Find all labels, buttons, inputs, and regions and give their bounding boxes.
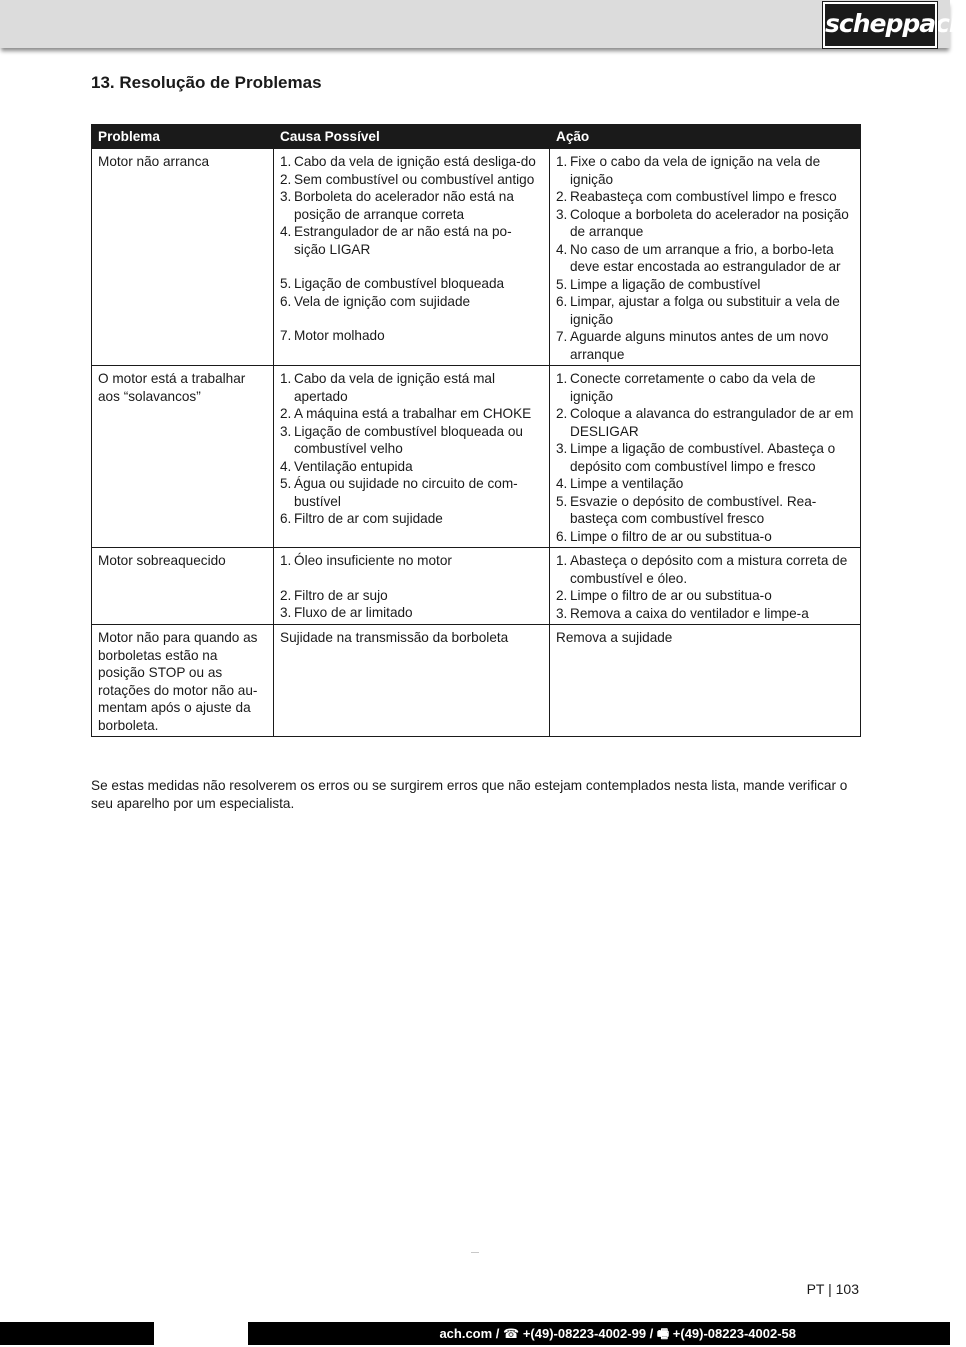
- problem-cell: Motor não para quando as borboletas estão na posição STOP ou as rotações do motor não au-mentam após o ajuste da borboleta.: [92, 625, 274, 737]
- cause-cell: [274, 149, 550, 366]
- list-item: 3. Fluxo de ar limitado: [280, 605, 413, 620]
- list-item: 4. No caso de um arranque a frio, a borbo-leta deve estar encostada ao estrangulador de ar: [556, 241, 841, 274]
- list-item: 2. Filtro de ar sujo: [280, 587, 388, 603]
- list-item: 1. Óleo insuficiente no motor: [280, 553, 452, 568]
- page-number: PT | 103: [806, 1281, 859, 1297]
- table-row: [92, 625, 861, 737]
- action-cell: [550, 548, 861, 625]
- cause-cell: [274, 366, 550, 548]
- footnote-text: Se estas medidas não resolverem os erros ou se surgirem erros que não estejam contemplados nesta lista, mande verificar o seu aparelho por um especialista.: [91, 778, 848, 811]
- section-title: 13. Resolução de Problemas: [91, 73, 322, 92]
- list-item: 4. Ventilação entupida: [280, 458, 413, 474]
- table-header-row: [92, 125, 861, 149]
- list-item: 2. Reabasteça com combustível limpo e fresco: [556, 189, 837, 204]
- list-item: 1. Abasteça o depósito com a mistura correta de combustível e óleo.: [556, 553, 848, 586]
- action-cell: [550, 149, 861, 366]
- list-item: 1. Cabo da vela de ignição está mal apertado: [280, 371, 496, 404]
- list-item: 3. Limpe a ligação de combustível. Abasteça o depósito com combustível limpo e fresco: [556, 441, 836, 474]
- list-item: 6. Filtro de ar com sujidade: [280, 511, 443, 526]
- list-item: 4. Estrangulador de ar não está na po-sição LIGAR: [280, 224, 512, 257]
- list-item: 2. A máquina está a trabalhar em CHOKE: [280, 406, 532, 421]
- list-item: 7. Motor molhado: [280, 328, 385, 343]
- column-header-action: Ação: [550, 125, 861, 149]
- list-item: 3. Borboleta do acelerador não está na posição de arranque correta: [280, 189, 514, 222]
- cause-cell: [274, 548, 550, 625]
- list-item: 1. Conecte corretamente o cabo da vela de ignição: [556, 371, 816, 404]
- brand-logo: scheppach: [823, 2, 937, 48]
- list-item: 6. Vela de ignição com sujidade: [280, 293, 471, 309]
- troubleshooting-table: [91, 124, 861, 737]
- list-item: 2. Sem combustível ou combustível antigo: [280, 171, 535, 187]
- center-mark: [471, 1252, 479, 1253]
- action-cell: [550, 366, 861, 548]
- header-bar: [0, 0, 966, 48]
- list-item: 3. Coloque a borboleta do acelerador na posição de arranque: [556, 206, 849, 239]
- problem-cell: Motor não arranca: [92, 149, 274, 366]
- list-item: 2. Limpe o filtro de ar ou substitua-o: [556, 588, 772, 603]
- list-item: 3. Ligação de combustível bloqueada ou combustível velho: [280, 423, 523, 456]
- table-row: [92, 149, 861, 366]
- list-item: 5. Ligação de combustível bloqueada: [280, 276, 505, 291]
- cause-cell: Sujidade na transmissão da borboleta: [274, 625, 550, 737]
- list-item: 7. Aguarde alguns minutos antes de um novo arranque: [556, 329, 829, 362]
- list-item: 5. Água ou sujidade no circuito de com-bustível: [280, 476, 518, 509]
- column-header-problem: Problema: [92, 125, 274, 149]
- list-item: 6. Limpe o filtro de ar ou substitua-o: [556, 528, 772, 544]
- list-item: 5. Limpe a ligação de combustível: [556, 276, 761, 292]
- problem-cell: O motor está a trabalhar aos “solavancos”: [92, 366, 274, 548]
- footer-contact: ach.com / ☎ +(49)-08223-4002-99 / 🖷 +(49)-08223-4002-58: [439, 1326, 796, 1341]
- problem-cell: Motor sobreaquecido: [92, 548, 274, 625]
- list-item: 1. Fixe o cabo da vela de ignição na vela de ignição: [556, 154, 821, 187]
- table-row: [92, 366, 861, 548]
- footer-gap: [154, 1322, 248, 1345]
- table-row: [92, 548, 861, 625]
- column-header-cause: Causa Possível: [274, 125, 550, 149]
- list-item: 5. Esvazie o depósito de combustível. Rea-basteça com combustível fresco: [556, 493, 817, 526]
- list-item: 3. Remova a caixa do ventilador e limpe-a: [556, 605, 809, 621]
- list-item: 1. Cabo da vela de ignição está desliga-do: [280, 154, 536, 169]
- list-item: 2. Coloque a alavanca do estrangulador de ar em DESLIGAR: [556, 406, 854, 439]
- list-item: 4. Limpe a ventilação: [556, 476, 684, 491]
- list-item: 6. Limpar, ajustar a folga ou substituir a vela de ignição: [556, 294, 840, 327]
- action-cell: Remova a sujidade: [550, 625, 861, 737]
